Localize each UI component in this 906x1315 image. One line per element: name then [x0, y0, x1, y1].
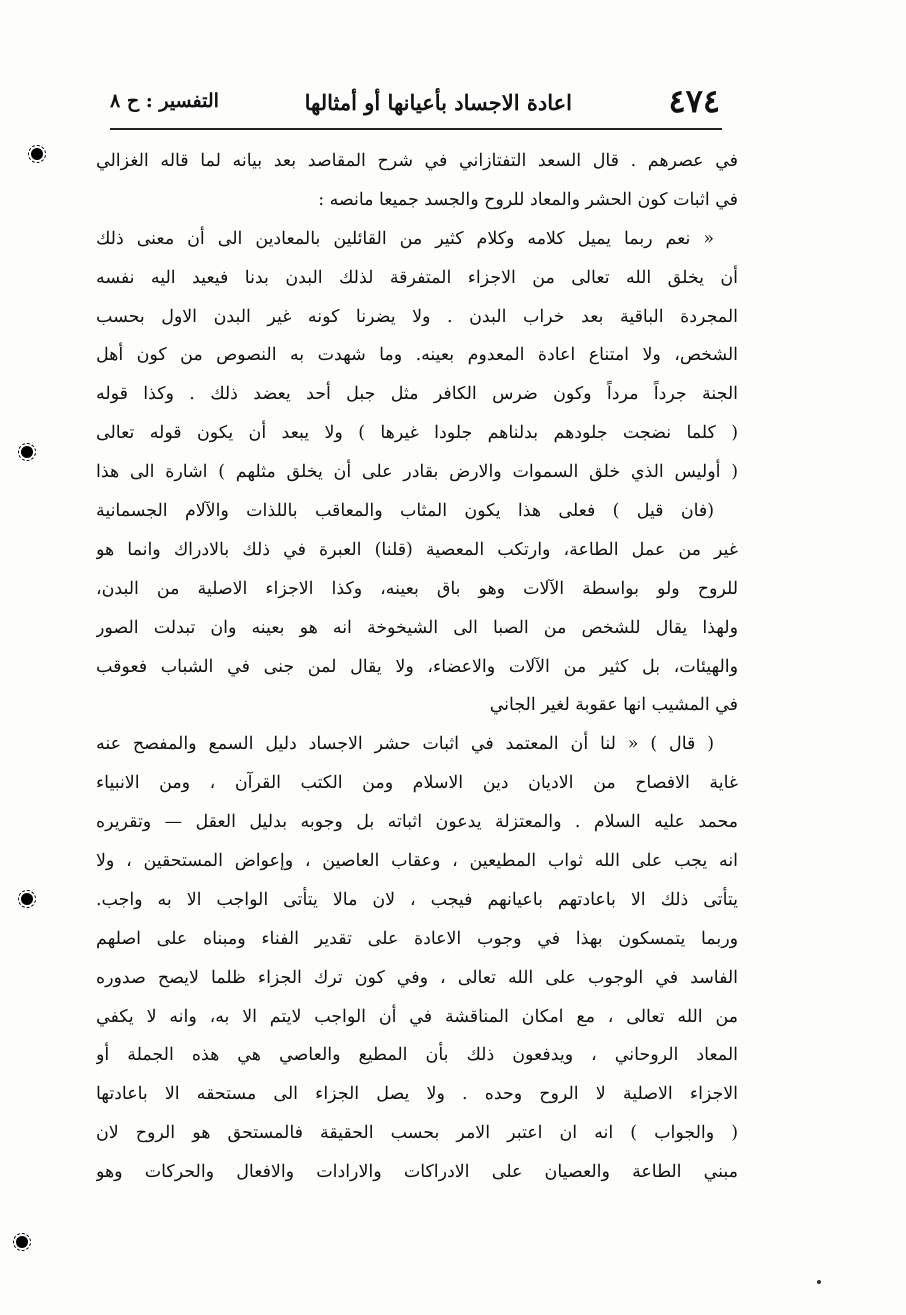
text-line: الاجزاء الاصلية لا الروح وحده . ولا يصل الجزاء الى مستحقه الا باعادتها [96, 1084, 738, 1105]
binding-hole-mark [16, 1236, 28, 1248]
text-line: للروح ولو بواسطة الآلات وهو باق بعينه، وكذا الاجزاء الاصلية من البدن، [96, 578, 738, 599]
running-title: اعادة الاجساد بأعيانها أو أمثالها [304, 90, 572, 115]
text-line: ولهذا يقال للشخص من الصبا الى الشيخوخة انه هو بعينه وان تبدلت الصور [96, 617, 738, 638]
body-text [96, 142, 738, 1192]
text-line: يتأتى ذلك الا باعادتهم باعيانهم فيجب ، لان مالا يتأتى الواجب الا به واجب. [96, 889, 738, 910]
text-line: في المشيب انها عقوبة لغير الجاني [489, 695, 738, 716]
binding-hole-mark [21, 446, 33, 458]
page-header [110, 82, 720, 130]
binding-hole-mark [31, 148, 43, 160]
text-line: (فان قيل ) فعلى هذا يكون المثاب والمعاقب باللذات والآلام الجسمانية [96, 501, 714, 522]
text-line: المعاد الروحاني ، ويدفعون ذلك بأن المطيع والعاصي هي هذه الجملة أو [96, 1045, 738, 1066]
text-line: من الله تعالى ، مع امكان المناقشة في أن الواجب لايتم الا به، وانه لا يكفي [96, 1006, 738, 1027]
page-number: ٤٧٤ [668, 82, 720, 120]
text-line: والهيئات، بل كثير من الآلات والاعضاء، ولا يقال لمن جنى في الشباب فعوقب [96, 656, 738, 677]
binding-hole-mark [21, 893, 33, 905]
text-line: ( والجواب ) انه ان اعتبر الامر بحسب الحقيقة فالمستحق هو الروح لان [96, 1123, 738, 1144]
text-line: الفاسد في الوجوب على الله تعالى ، وفي كون ترك الجزاء ظلما لايصح صدوره [96, 967, 738, 988]
header-rule [110, 128, 722, 130]
text-line: محمد عليه السلام . والمعتزلة يدعون اثباته بل وجوبه بدليل العقل — وتقريره [96, 812, 738, 833]
text-line: الشخص، ولا امتناع اعادة المعدوم بعينه. وما شهدت به النصوص من كون أهل [96, 345, 738, 366]
text-line: انه يجب على الله ثواب المطيعين ، وعقاب العاصين ، وإعواض المستحقين ، ولا [96, 851, 738, 872]
section-label: التفسير : ح ٨ [110, 90, 219, 112]
text-line: ( قال ) « لنا أن المعتمد في اثبات حشر الاجساد دليل السمع والمفصح عنه [96, 734, 714, 755]
text-line: الجنة جرداً مرداً وكون ضرس الكافر مثل جبل أحد يعضد ذلك . وكذا قوله [96, 384, 738, 405]
text-line: ( كلما نضجت جلودهم بدلناهم جلودا غيرها ) ولا يبعد أن يكون قوله تعالى [96, 423, 738, 444]
text-line: ( أوليس الذي خلق السموات والارض بقادر على أن يخلق مثلهم ) اشارة الى هذا [96, 462, 738, 483]
text-line: في عصرهم . قال السعد التفتازاني في شرح المقاصد بعد بيانه لما قاله الغزالي [96, 151, 738, 171]
text-line: غير من عمل الطاعة، وارتكب المعصية (قلنا) العبرة في ذلك بالادراك وانما هو [96, 539, 738, 560]
scan-speck [817, 1280, 821, 1284]
text-line: أن يخلق الله تعالى من الاجزاء المتفرقة لذلك البدن بدنا فيعيد اليه نفسه [96, 267, 738, 288]
text-line: « نعم ربما يميل كلامه وكلام كثير من القائلين بالمعادين الى أن معنى ذلك [96, 228, 714, 249]
text-line: المجردة الباقية بعد خراب البدن . ولا يضرنا كونه غير البدن الاول بحسب [96, 306, 738, 327]
text-line: غاية الافصاح من الاديان دين الاسلام ومن الكتب القرآن ، ومن الانبياء [96, 773, 738, 794]
text-line: في اثبات كون الحشر والمعاد للروح والجسد جميعا مانصه : [318, 189, 738, 210]
text-line: مبني الطاعة والعصيان على الادراكات والارادات والافعال والحركات وهو [96, 1162, 738, 1183]
text-line: وربما يتمسكون بهذا في وجوب الاعادة على تقدير الفناء ومبناه على اصلهم [96, 928, 738, 949]
